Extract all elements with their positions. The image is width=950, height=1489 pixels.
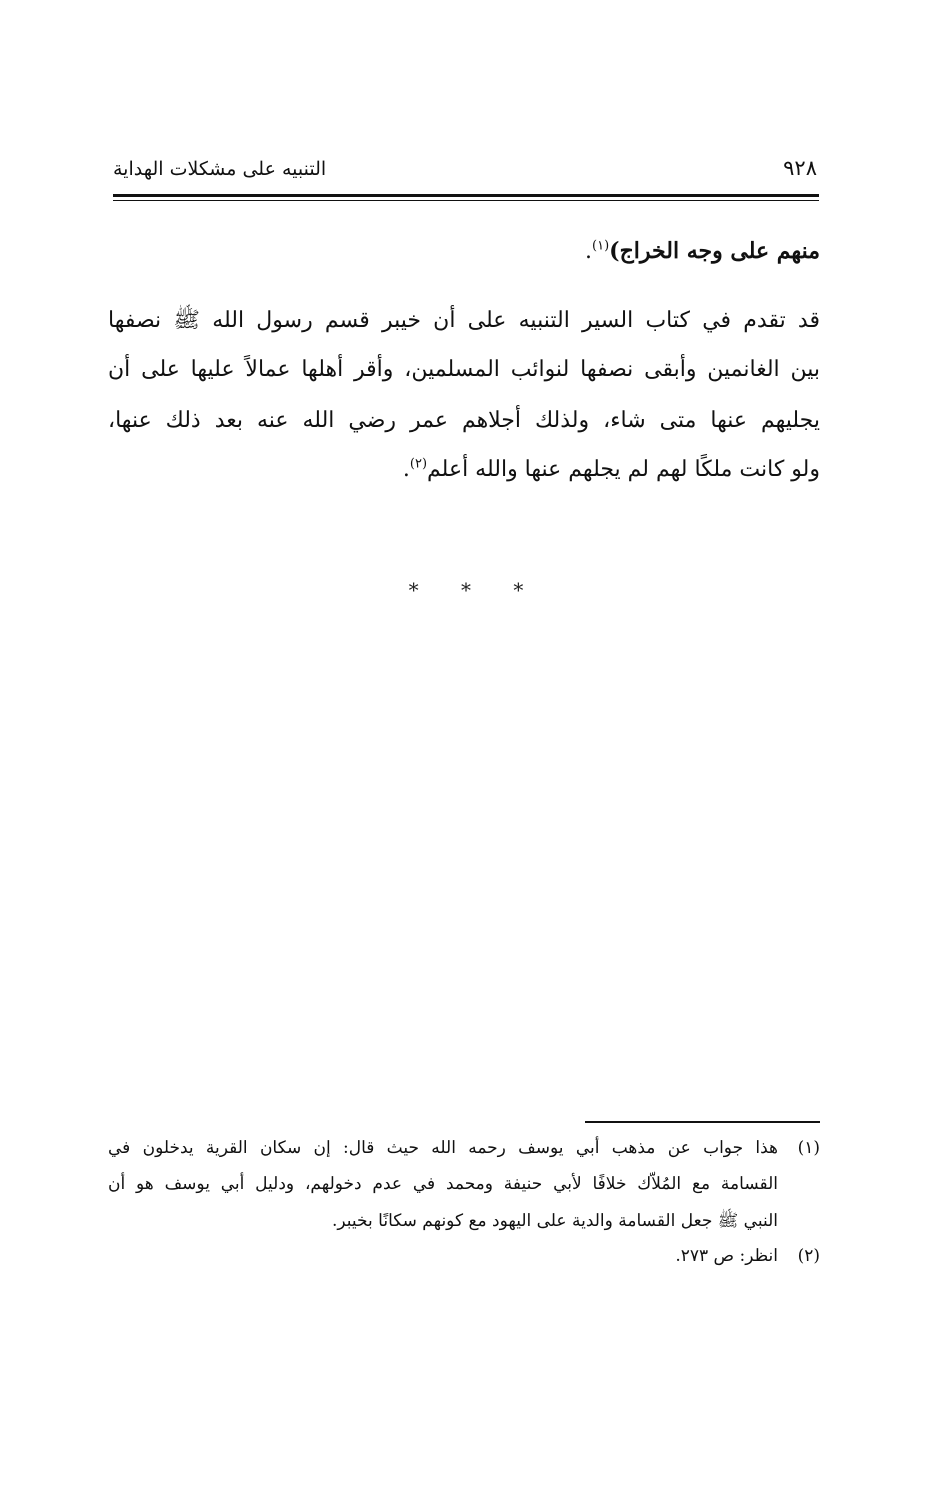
header-rule-thick xyxy=(113,194,819,197)
footnote-ref-2: (٢) xyxy=(409,456,428,472)
page-header xyxy=(113,150,819,188)
footnote-ref-1: (١) xyxy=(592,238,610,254)
header-rule-thin xyxy=(113,200,819,201)
period: . xyxy=(402,457,410,482)
text-line-2: قد تقدم في كتاب السير التنبيه على أن خيبر قسم رسول الله ﷺ نصفها xyxy=(108,308,820,333)
footnote-rule xyxy=(585,1121,820,1123)
text-line-1 xyxy=(108,238,820,264)
footnote-1-line-3: النبي ﷺ جعل القسامة والدية على اليهود مع كونهم سكانًا بخيبر. xyxy=(332,1211,778,1231)
footnote-1-number: (١) xyxy=(797,1138,820,1158)
section-separator: * * * xyxy=(408,578,542,602)
footnote-2-number: (٢) xyxy=(797,1246,820,1266)
text-line-3: بين الغانمين وأبقى نصفها لنوائب المسلمين، وأقر أهلها عمالاً عليها على أن xyxy=(108,357,820,382)
footnote-1-line-1: هذا جواب عن مذهب أبي يوسف رحمه الله حيث قال: إن سكان القرية يدخلون في xyxy=(108,1138,778,1158)
footnote-2-text: انظر: ص ٢٧٣. xyxy=(675,1246,778,1266)
text-line-4: يجليهم عنها متى شاء، ولذلك أجلاهم عمر رضي الله عنه بعد ذلك عنها، xyxy=(108,408,820,433)
running-title: التنبيه على مشكلات الهداية xyxy=(113,158,327,180)
line5-text: ولو كانت ملكًا لهم لم يجلهم عنها والله أعلم xyxy=(427,457,820,482)
page-number: ٩٢٨ xyxy=(783,156,817,180)
period: . xyxy=(585,239,593,264)
text-line-5 xyxy=(108,457,820,482)
footnote-1-line-2: القسامة مع المُلاّك خلافًا لأبي حنيفة ومحمد في عدم دخولهم، ودليل أبي يوسف هو أن xyxy=(108,1174,778,1194)
bold-phrase: منهم على وجه الخراج) xyxy=(609,238,820,264)
